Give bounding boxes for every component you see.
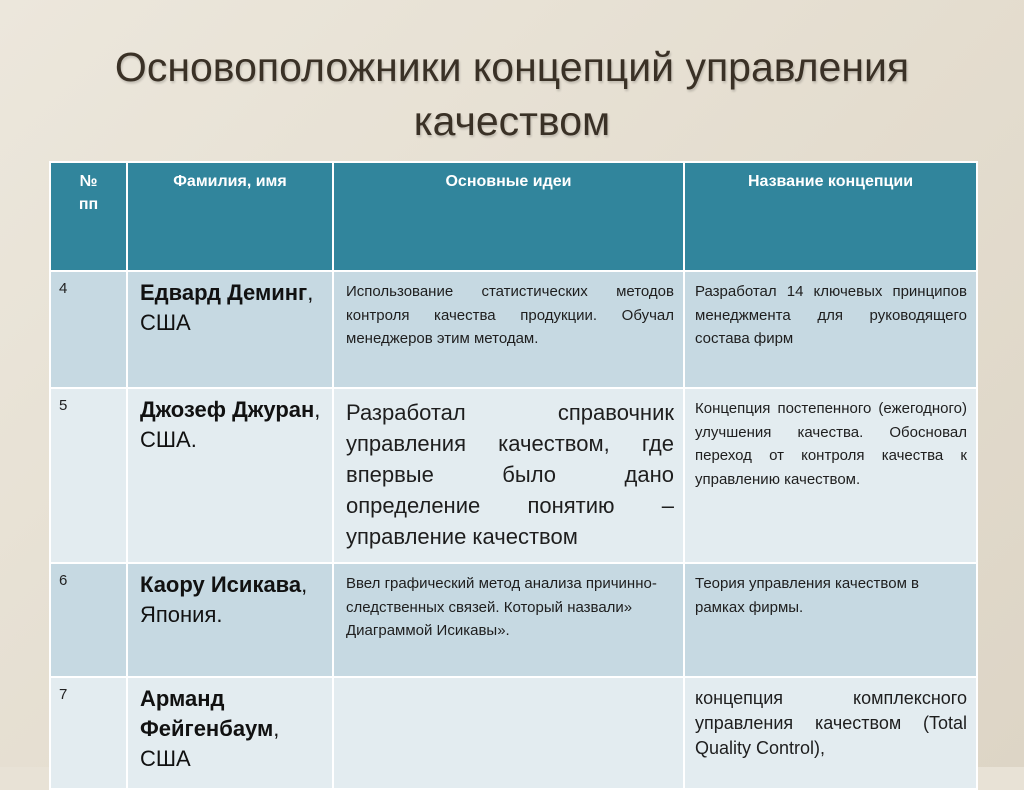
table-header-row [50,162,977,271]
row-name [127,388,333,563]
table-row [50,677,977,789]
row-ideas: Разработал справочник управления качеством, где впервые было дано определение понятию – управление качеством [333,388,684,563]
slide-title [40,40,984,148]
name-country: , Япония. [140,572,308,627]
table-row [50,271,977,388]
row-ideas [333,677,684,789]
row-num: 5 [50,388,127,563]
name-bold: Арманд Фейгенбаум [140,686,274,741]
row-num: 4 [50,271,127,388]
row-ideas: Ввел графический метод анализа причинно-следственных связей. Который назвали» Диаграммой Исикавы». [333,563,684,677]
header-name: Фамилия, имя [127,162,333,271]
name-country: , США [140,280,314,335]
founders-table [49,161,978,790]
header-ideas: Основные идеи [333,162,684,271]
header-num: № пп [50,162,127,271]
table-row [50,388,977,563]
header-concept: Название концепции [684,162,977,271]
title-line-2: качеством [413,98,611,144]
row-name [127,677,333,789]
name-bold: Едвард Деминг [140,280,308,305]
row-concept: Теория управления качеством в рамках фирмы. [684,563,977,677]
row-num: 6 [50,563,127,677]
row-name [127,563,333,677]
name-country: , США. [140,397,321,452]
name-bold: Джозеф Джуран [140,397,315,422]
row-concept: Концепция постепенного (ежегодного) улучшения качества. Обосновал переход от контроля качества к управлению качеством. [684,388,977,563]
title-line-1: Основоположники концепций управления [114,44,910,90]
row-concept: Разработал 14 ключевых принципов менеджмента для руководящего состава фирм [684,271,977,388]
name-country: , США [140,716,280,771]
row-num: 7 [50,677,127,789]
row-concept: концепция комплексного управления качеством (Total Quality Control), [684,677,977,789]
name-bold: Каору Исикава [140,572,302,597]
table-row [50,563,977,677]
row-ideas: Использование статистических методов контроля качества продукции. Обучал менеджеров этим методам. [333,271,684,388]
row-name [127,271,333,388]
